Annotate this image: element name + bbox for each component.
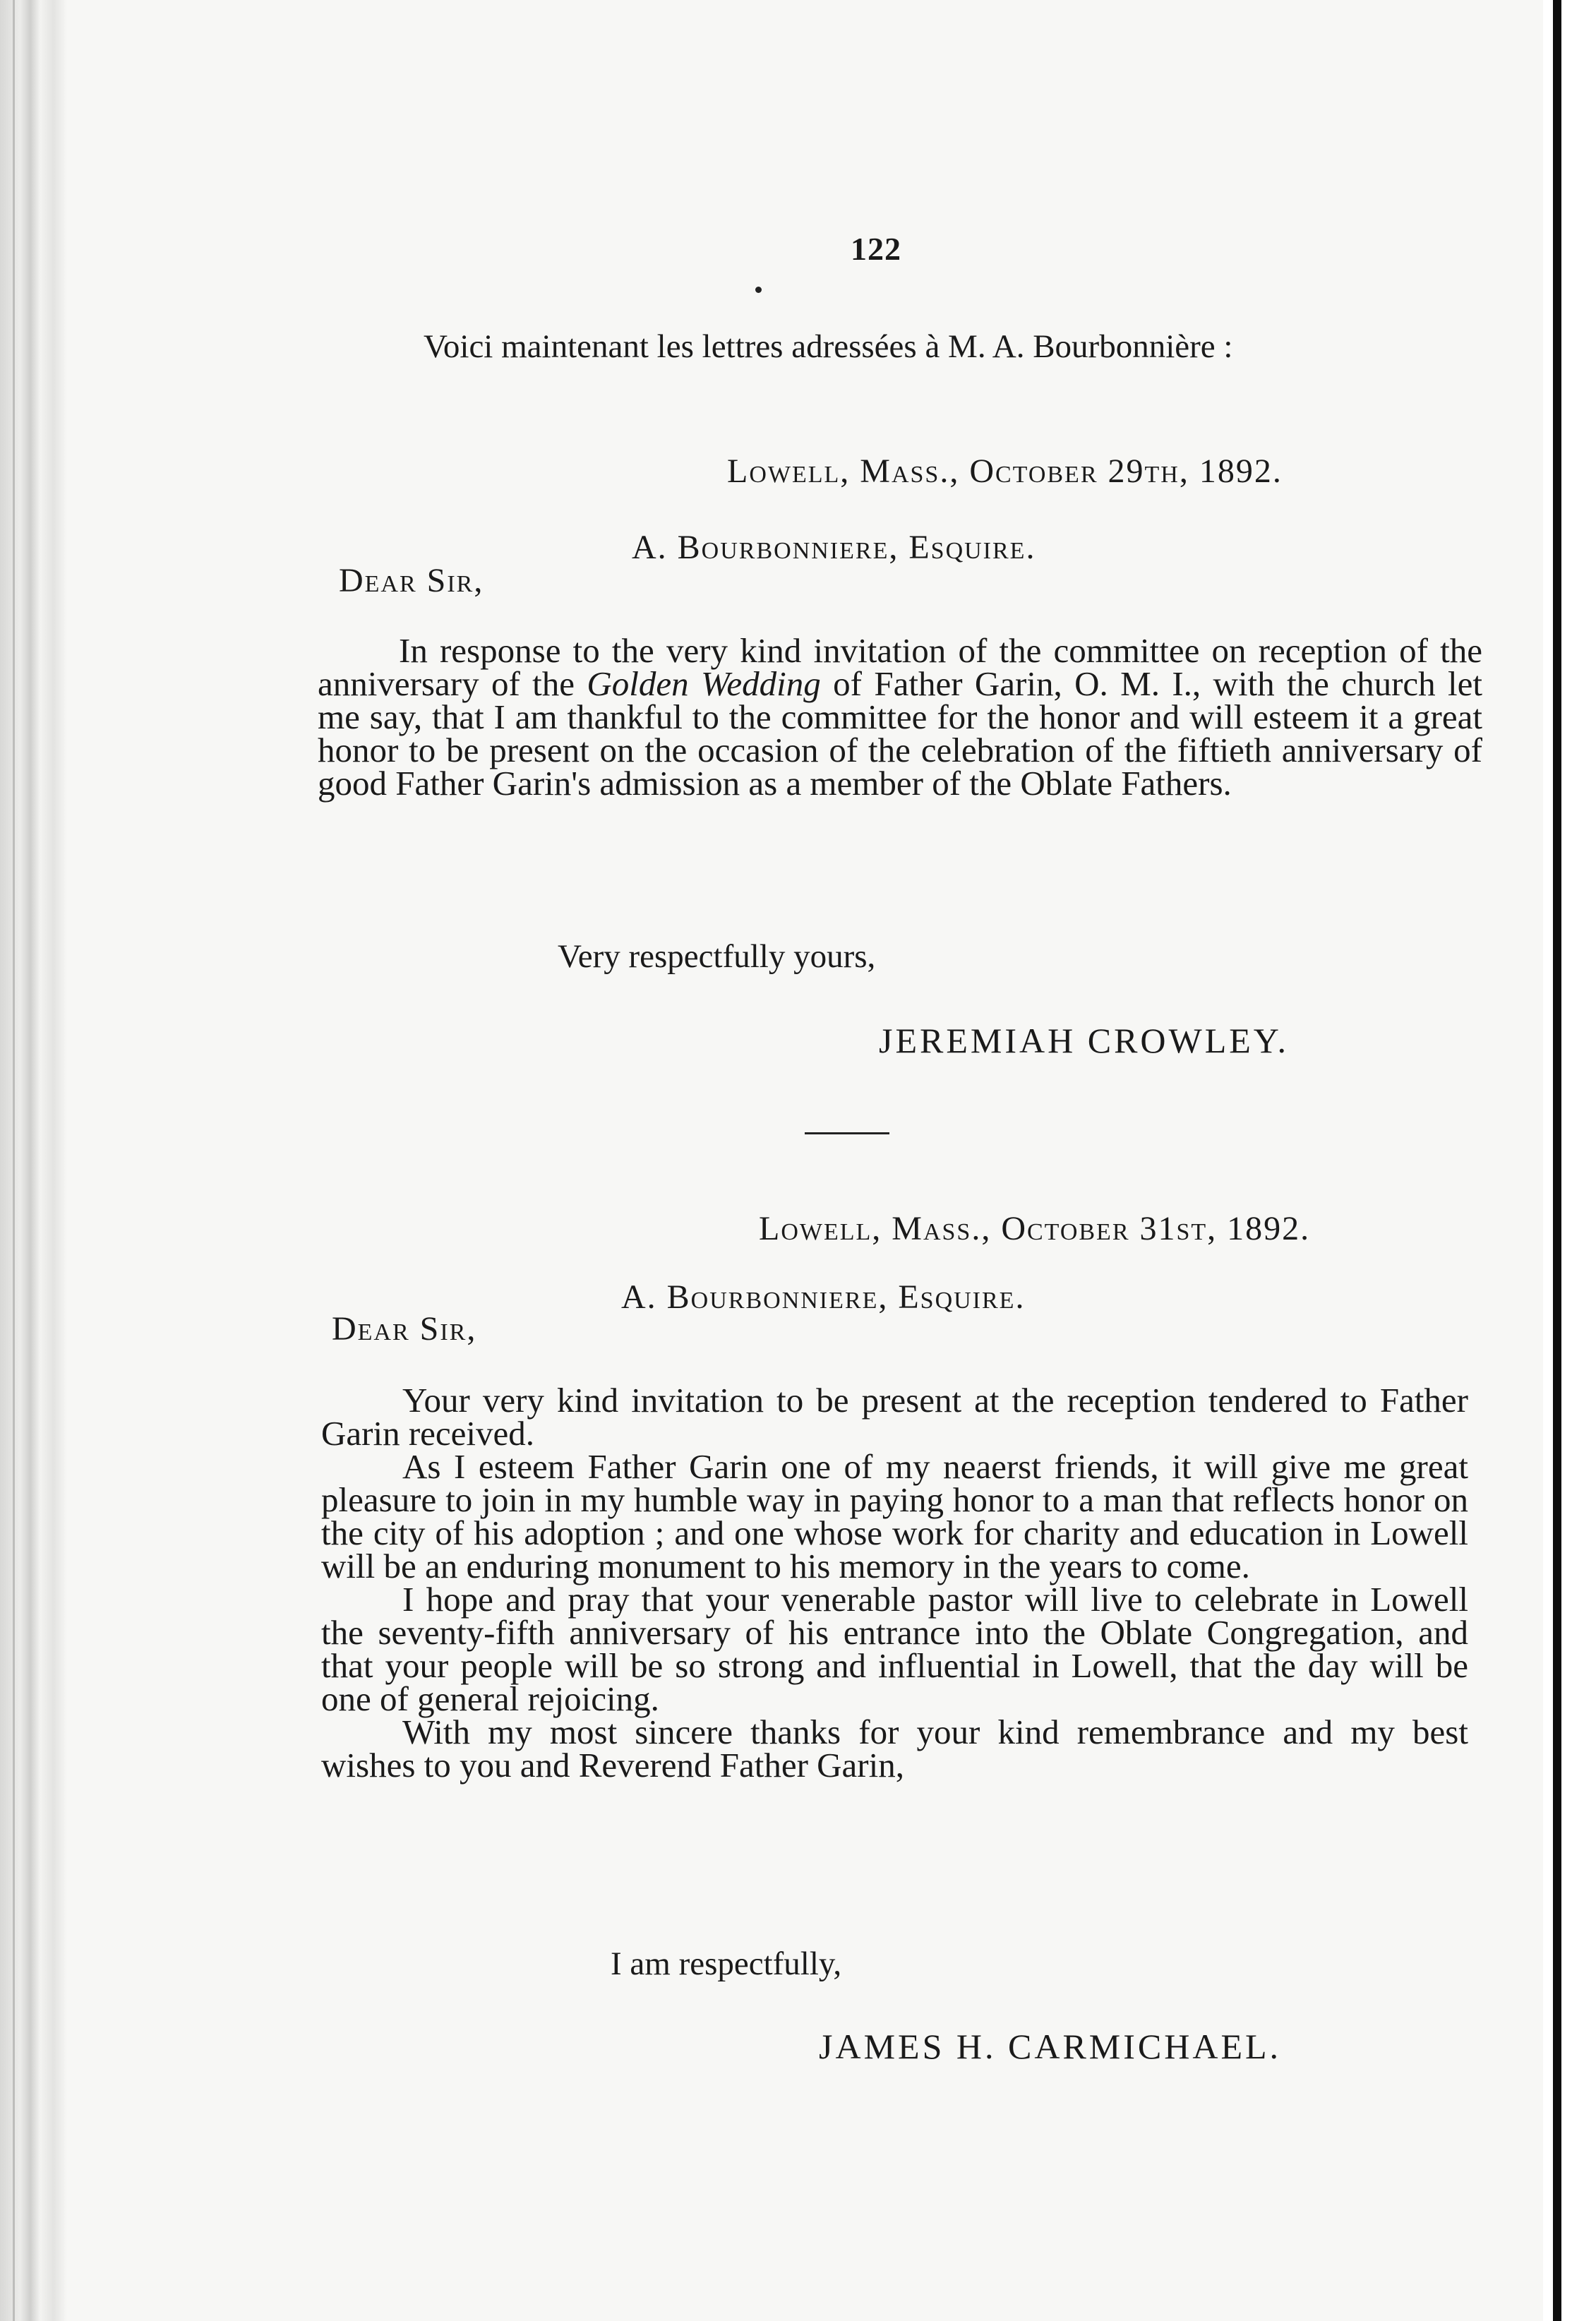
letter-2-paragraph-3: I hope and pray that your venerable pastor will live to celebrate in Lowell the seventy-fifth anniversary of his entrance into the Oblate Congregation, and that your people will be so strong and influential in Lowell, that the day will be one of general rejoicing. bbox=[321, 1580, 1468, 1718]
letter-1-closing: Very respectfully yours, bbox=[558, 938, 876, 975]
letter-2-salutation: Dear Sir, bbox=[332, 1310, 477, 1348]
letter-2-signature: JAMES H. CARMICHAEL. bbox=[819, 2027, 1282, 2066]
page-gutter bbox=[1543, 0, 1596, 2321]
page-number: 122 bbox=[851, 231, 901, 267]
letter-1-salutation: Dear Sir, bbox=[339, 562, 484, 599]
letter-2-paragraph-1: Your very kind invitation to be present at the reception tendered to Father Garin received. bbox=[321, 1381, 1468, 1453]
letter-2-addressee: A. Bourbonniere, Esquire. bbox=[621, 1278, 1026, 1316]
letter-1-body-start: In response to the very kind invitation of the committee on reception of the anniversary of the bbox=[318, 631, 1482, 703]
letter-1-dateline: Lowell, Mass., October 29th, 1892. bbox=[727, 452, 1283, 490]
letter-2-dateline: Lowell, Mass., October 31st, 1892. bbox=[759, 1210, 1311, 1247]
letter-2-paragraph-4: With my most sincere thanks for your kind remembrance and my best wishes to you and Reverend Father Garin, bbox=[321, 1713, 1468, 1785]
letter-2-closing: I am respectfully, bbox=[611, 1945, 842, 1982]
print-dot bbox=[755, 287, 762, 293]
intro-paragraph: Voici maintenant les lettres adressées à M. A. Bourbonnière : bbox=[424, 328, 1233, 365]
letter-1-addressee: A. Bourbonniere, Esquire. bbox=[632, 529, 1036, 566]
letter-2-paragraph-2: As I esteem Father Garin one of my neaerst friends, it will give me great pleasure to join in my humble way in paying honor to a man that reflects honor on the city of his adoption ; and one whose work for charity and education in Lowell will be an enduring monument to his memory in the years to come. bbox=[321, 1447, 1468, 1585]
book-binding-edge bbox=[0, 0, 67, 2321]
letter-1-signature: JEREMIAH CROWLEY. bbox=[879, 1021, 1289, 1060]
letter-1-body-italic: Golden Wedding bbox=[587, 664, 821, 703]
letter-separator-rule bbox=[805, 1132, 889, 1134]
letter-2-body bbox=[321, 1381, 1468, 1785]
letter-1-body-end: of Father Garin, O. M. I., with the church let me say, that I am thankful to the committee for the honor and will esteem it a great honor to be present on the occasion of the celebration of the fiftieth anniversary of good Father Garin's admission as a member of the Oblate Fathers. bbox=[318, 664, 1482, 803]
letter-1-body bbox=[318, 631, 1482, 803]
book-page bbox=[67, 0, 1543, 2321]
